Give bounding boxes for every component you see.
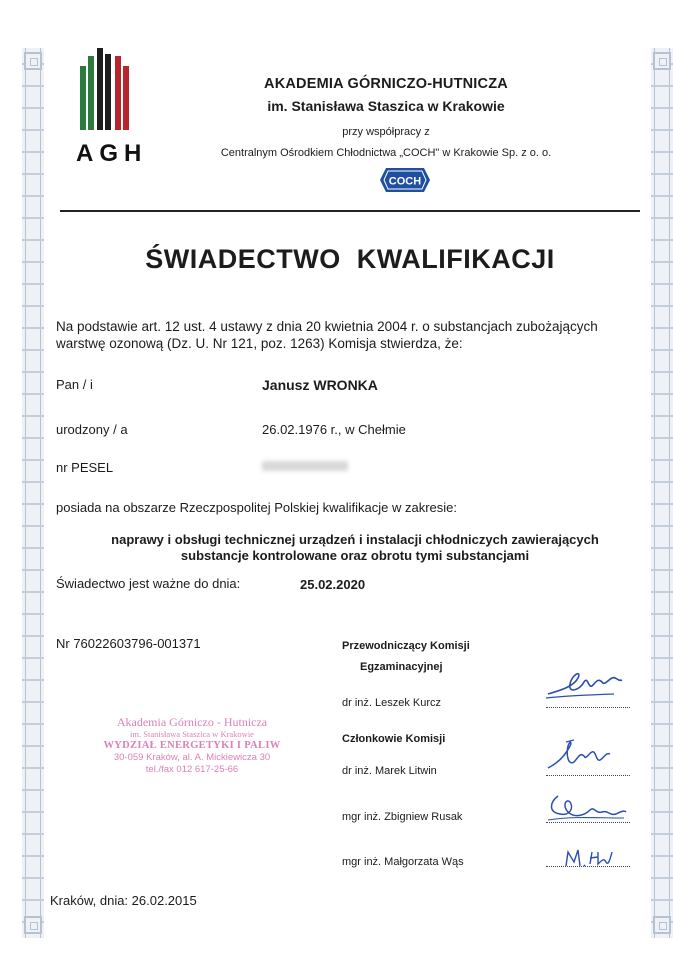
pesel-label: nr PESEL [56,460,114,475]
university-name: AKADEMIA GÓRNICZO-HUTNICZA [264,76,508,92]
pesel-redacted [262,461,348,471]
members-title: Członkowie Komisji [342,733,446,745]
stamp-line-3: WYDZIAŁ ENERGETYKI I PALIW [103,740,281,751]
birth-details: 26.02.1976 r., w Chełmie [262,422,406,437]
holder-name: Janusz WRONKA [262,377,378,393]
signature-chair [544,668,630,702]
validity-label: Świadectwo jest ważne do dnia: [56,576,241,591]
university-patron: im. Stanisława Staszica w Krakowie [267,98,505,114]
qualification-scope: naprawy i obsługi technicznej urządzeń i instalacji chłodniczych zawierających substancje kontrolowane oraz obrotu tymi substancjami [111,532,599,563]
decorative-border-left [22,48,44,938]
faculty-stamp [82,716,302,776]
svg-text:COCH: COCH [388,175,422,188]
issue-place-date: Kraków, dnia: 26.02.2015 [50,893,197,908]
decorative-border-right [651,48,673,938]
signature-member-3 [544,840,630,874]
agh-logo-icon [78,48,132,138]
chair-title: Przewodniczący Komisji [342,640,470,652]
chair-title-cont: Egzaminacyjnej [360,661,443,673]
header-divider [60,210,640,212]
stamp-line-4: 30-059 Kraków, al. A. Mickiewicza 30 [113,752,271,763]
signature-line-chair [546,707,630,708]
member-2-name: mgr inż. Zbigniew Rusak [342,811,463,823]
legal-basis-text: Na podstawie art. 12 ust. 4 ustawy z dnia 20 kwietnia 2004 r. o substancjach zubożających warstwę ozonową (Dz. U. Nr 121, poz. 1263) Komisja stwierdza, że: [56,319,598,351]
stamp-line-5: tel./fax 012 617-25-66 [145,764,239,775]
member-3-name: mgr inż. Małgorzata Wąs [342,856,464,868]
coch-logo-icon [380,168,430,192]
signature-member-2 [544,790,630,824]
certificate-title: ŚWIADECTWO KWALIFIKACJI [145,244,555,274]
chair-name: dr inż. Leszek Kurcz [342,697,442,709]
name-label: Pan / i [56,377,93,392]
signature-line-member-1 [546,775,630,776]
agh-logo-text: AGH [76,140,148,167]
partner-name: Centralnym Ośrodkiem Chłodnictwa „COCH" w Krakowie Sp. z o. o. [220,147,552,159]
member-1-name: dr inż. Marek Litwin [342,765,437,777]
stamp-line-1: Akademia Górniczo - Hutnicza [116,715,268,729]
qualification-intro: posiada na obszarze Rzeczpospolitej Polskiej kwalifikacje w zakresie: [56,500,458,515]
validity-date: 25.02.2020 [300,577,366,592]
certificate-number: Nr 76022603796-001371 [56,636,201,651]
born-label: urodzony / a [56,422,128,437]
signature-member-1 [544,738,630,772]
cooperation-label: przy współpracy z [342,126,430,138]
stamp-line-2: im. Stanisława Staszica w Krakowie [130,729,254,739]
